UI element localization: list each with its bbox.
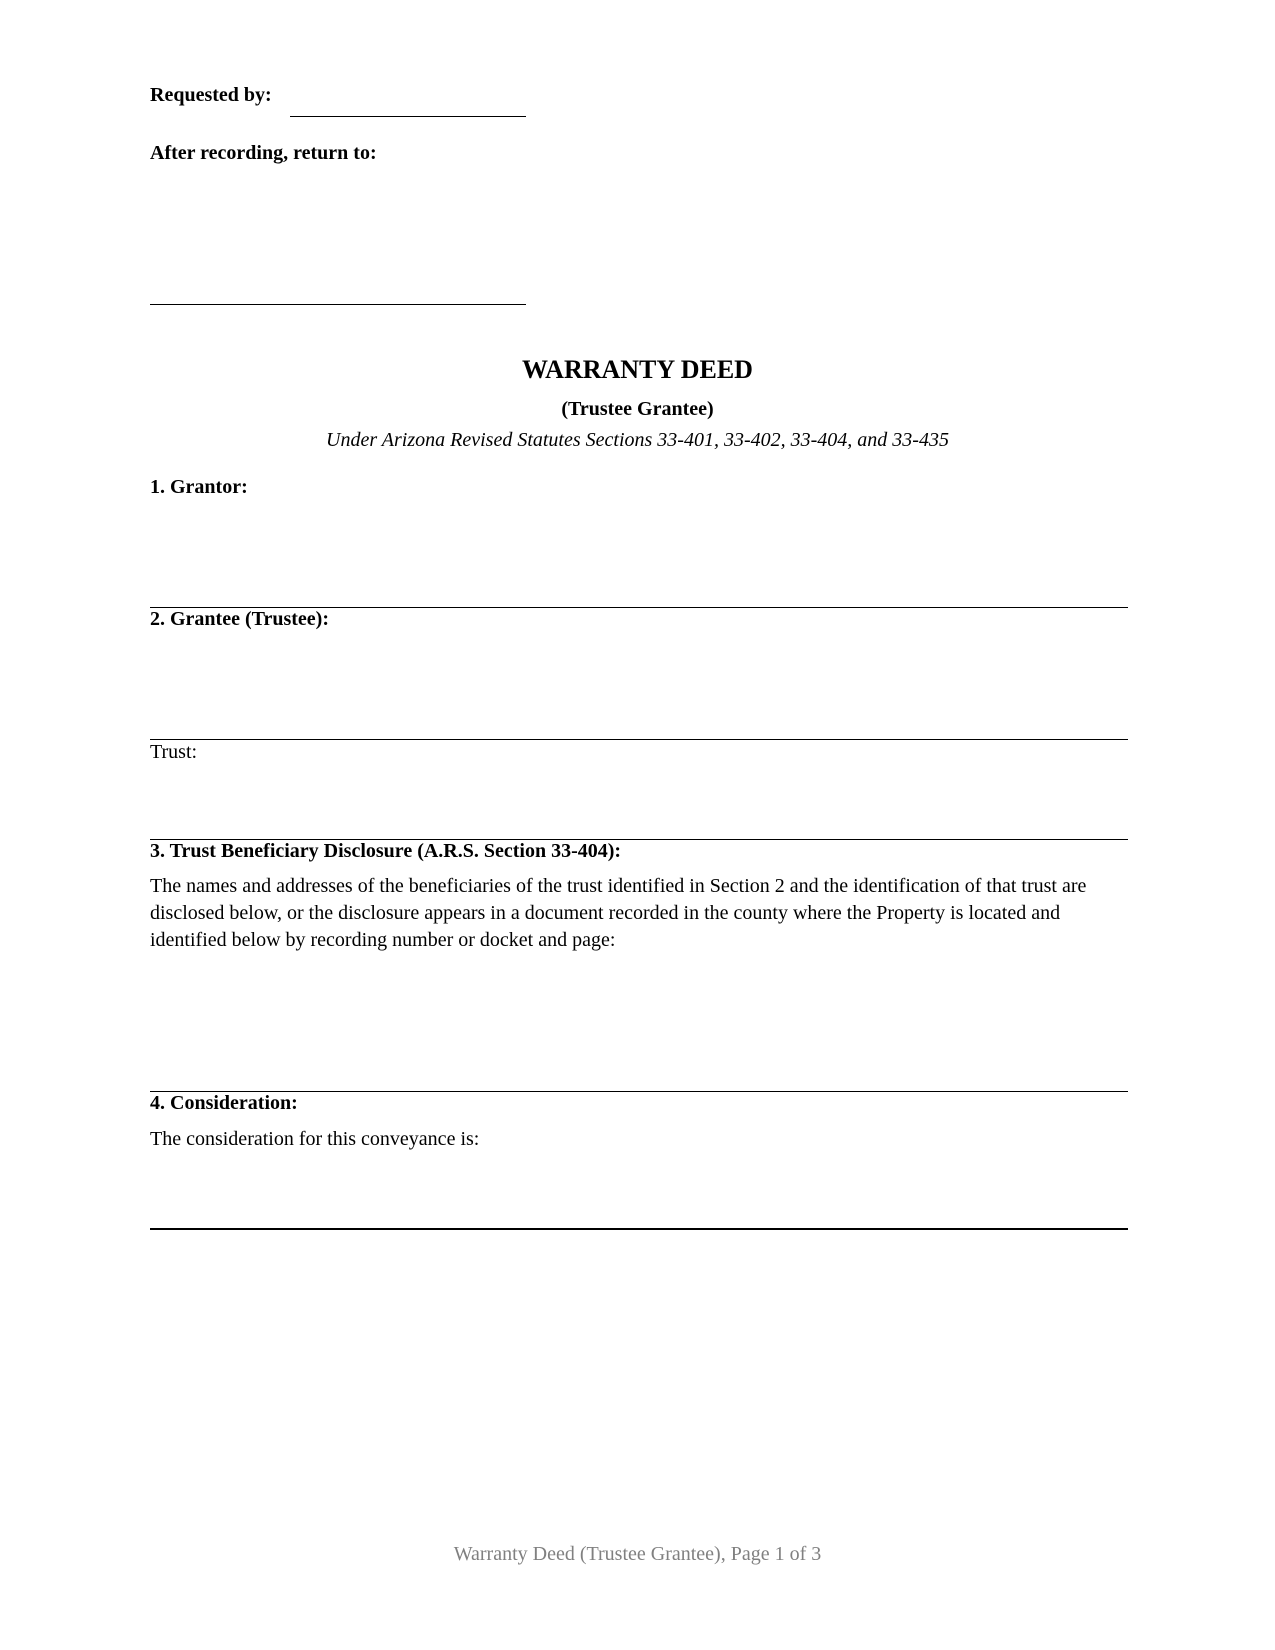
document-title: WARRANTY DEED <box>522 355 753 384</box>
consideration-field[interactable] <box>150 1156 1128 1228</box>
statute-reference: Under Arizona Revised Statutes Sections 33-401, 33-402, 33-404, and 33-435 <box>326 429 949 451</box>
trust-label: Trust: <box>150 741 198 763</box>
requested-by-field[interactable] <box>290 84 526 117</box>
grantee-heading: 2. Grantee (Trustee): <box>150 608 330 630</box>
trust-field[interactable] <box>150 768 1128 838</box>
document-subtitle: (Trustee Grantee) <box>561 398 714 420</box>
consideration-heading: 4. Consideration: <box>150 1092 298 1114</box>
return-to-address-field[interactable] <box>150 170 526 305</box>
page-footer: Warranty Deed (Trustee Grantee), Page 1 of 3 <box>453 1543 822 1565</box>
grantee-field[interactable] <box>150 634 1128 738</box>
consideration-text: The consideration for this conveyance is: <box>150 1128 480 1150</box>
grantor-heading: 1. Grantor: <box>150 476 248 498</box>
disclosure-field[interactable] <box>150 960 1128 1090</box>
consideration-field-rule <box>150 1228 1128 1230</box>
disclosure-heading: 3. Trust Beneficiary Disclosure (A.R.S. Section 33-404): <box>150 840 622 862</box>
disclosure-text: The names and addresses of the beneficiaries of the trust identified in Section 2 and the identification of that trust are disclosed below, or the disclosure appears in a document recorded in the county where the Property is located and identified below by recording number or docket and page: <box>150 875 1087 951</box>
grantee-field-rule <box>150 739 1128 740</box>
grantor-field[interactable] <box>150 502 1128 606</box>
requested-by-label: Requested by: <box>150 84 272 106</box>
return-to-label: After recording, return to: <box>150 142 377 164</box>
